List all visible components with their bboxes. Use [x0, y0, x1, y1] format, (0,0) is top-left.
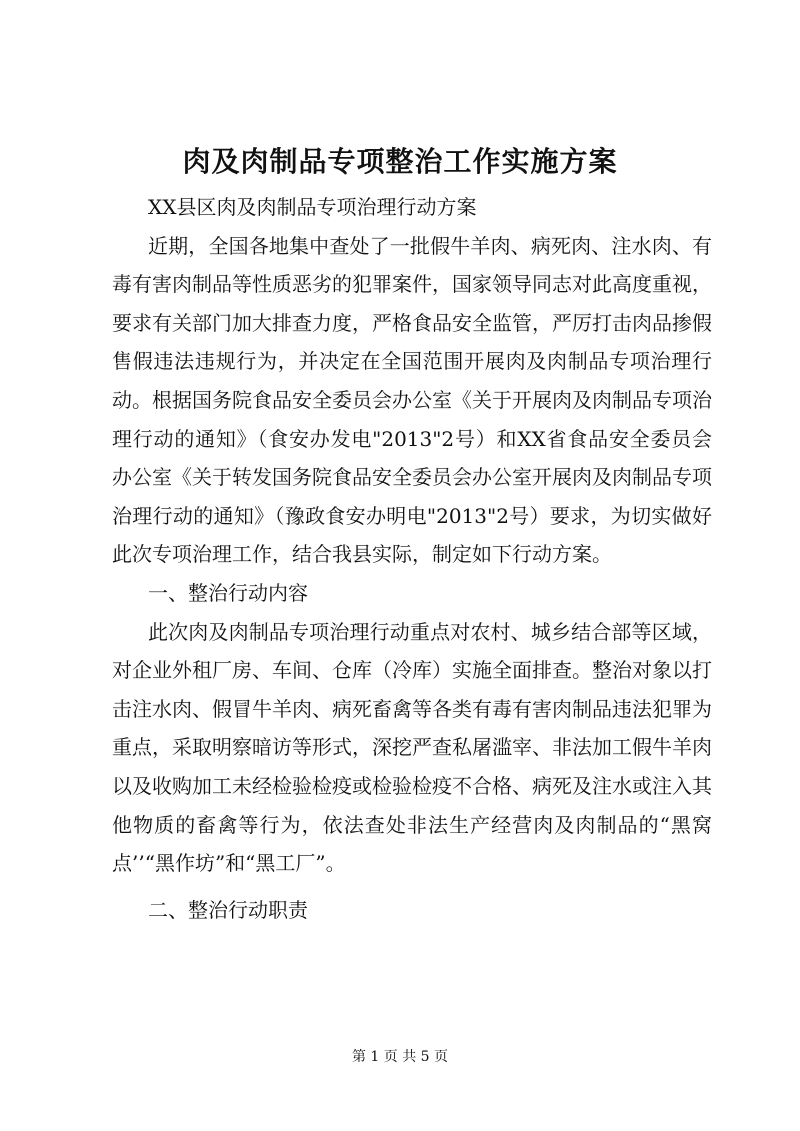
section-1-paragraph: 此次肉及肉制品专项治理行动重点对农村、城乡结合部等区域，对企业外租厂房、车间、仓库（冷库）实施全面排查。整治对象以打击注水肉、假冒牛羊肉、病死畜禽等各类有毒有害肉制品违法犯罪为重点，采取明察暗访等形式，深挖严查私屠滥宰、非法加工假牛羊肉以及收购加工未经检验检疫或检验检疫不合格、病死及注水或注入其他物质的畜禽等行为，依法查处非法生产经营肉及肉制品的“黑窝点’’“黑作坊”和“黑工厂”。: [112, 619, 712, 876]
section-1-heading: 一、整治行动内容: [148, 580, 308, 605]
document-subtitle: XX县区肉及肉制品专项治理行动方案: [148, 195, 477, 219]
intro-paragraph: 近期，全国各地集中查处了一批假牛羊肉、病死肉、注水肉、有毒有害肉制品等性质恶劣的犯罪案件，国家领导同志对此高度重视，要求有关部门加大排查力度，严格食品安全监管，严厉打击肉品掺假售假违法违规行为，并决定在全国范围开展肉及肉制品专项治理行动。根据国务院食品安全委员会办公室《关于开展肉及肉制品专项治理行动的通知》（食安办发电"2013"2号）和XX省食品安全委员会办公室《关于转发国务院食品安全委员会办公室开展肉及肉制品专项治理行动的通知》（豫政食安办明电"2013"2号）要求，为切实做好此次专项治理工作，结合我县实际，制定如下行动方案。: [112, 233, 712, 567]
page-footer: 第 1 页 共 5 页: [351, 1049, 449, 1065]
document-title: 肉及肉制品专项整治工作实施方案: [182, 145, 618, 178]
section-2-heading: 二、整治行动职责: [148, 897, 308, 922]
document-body: [112, 188, 712, 929]
